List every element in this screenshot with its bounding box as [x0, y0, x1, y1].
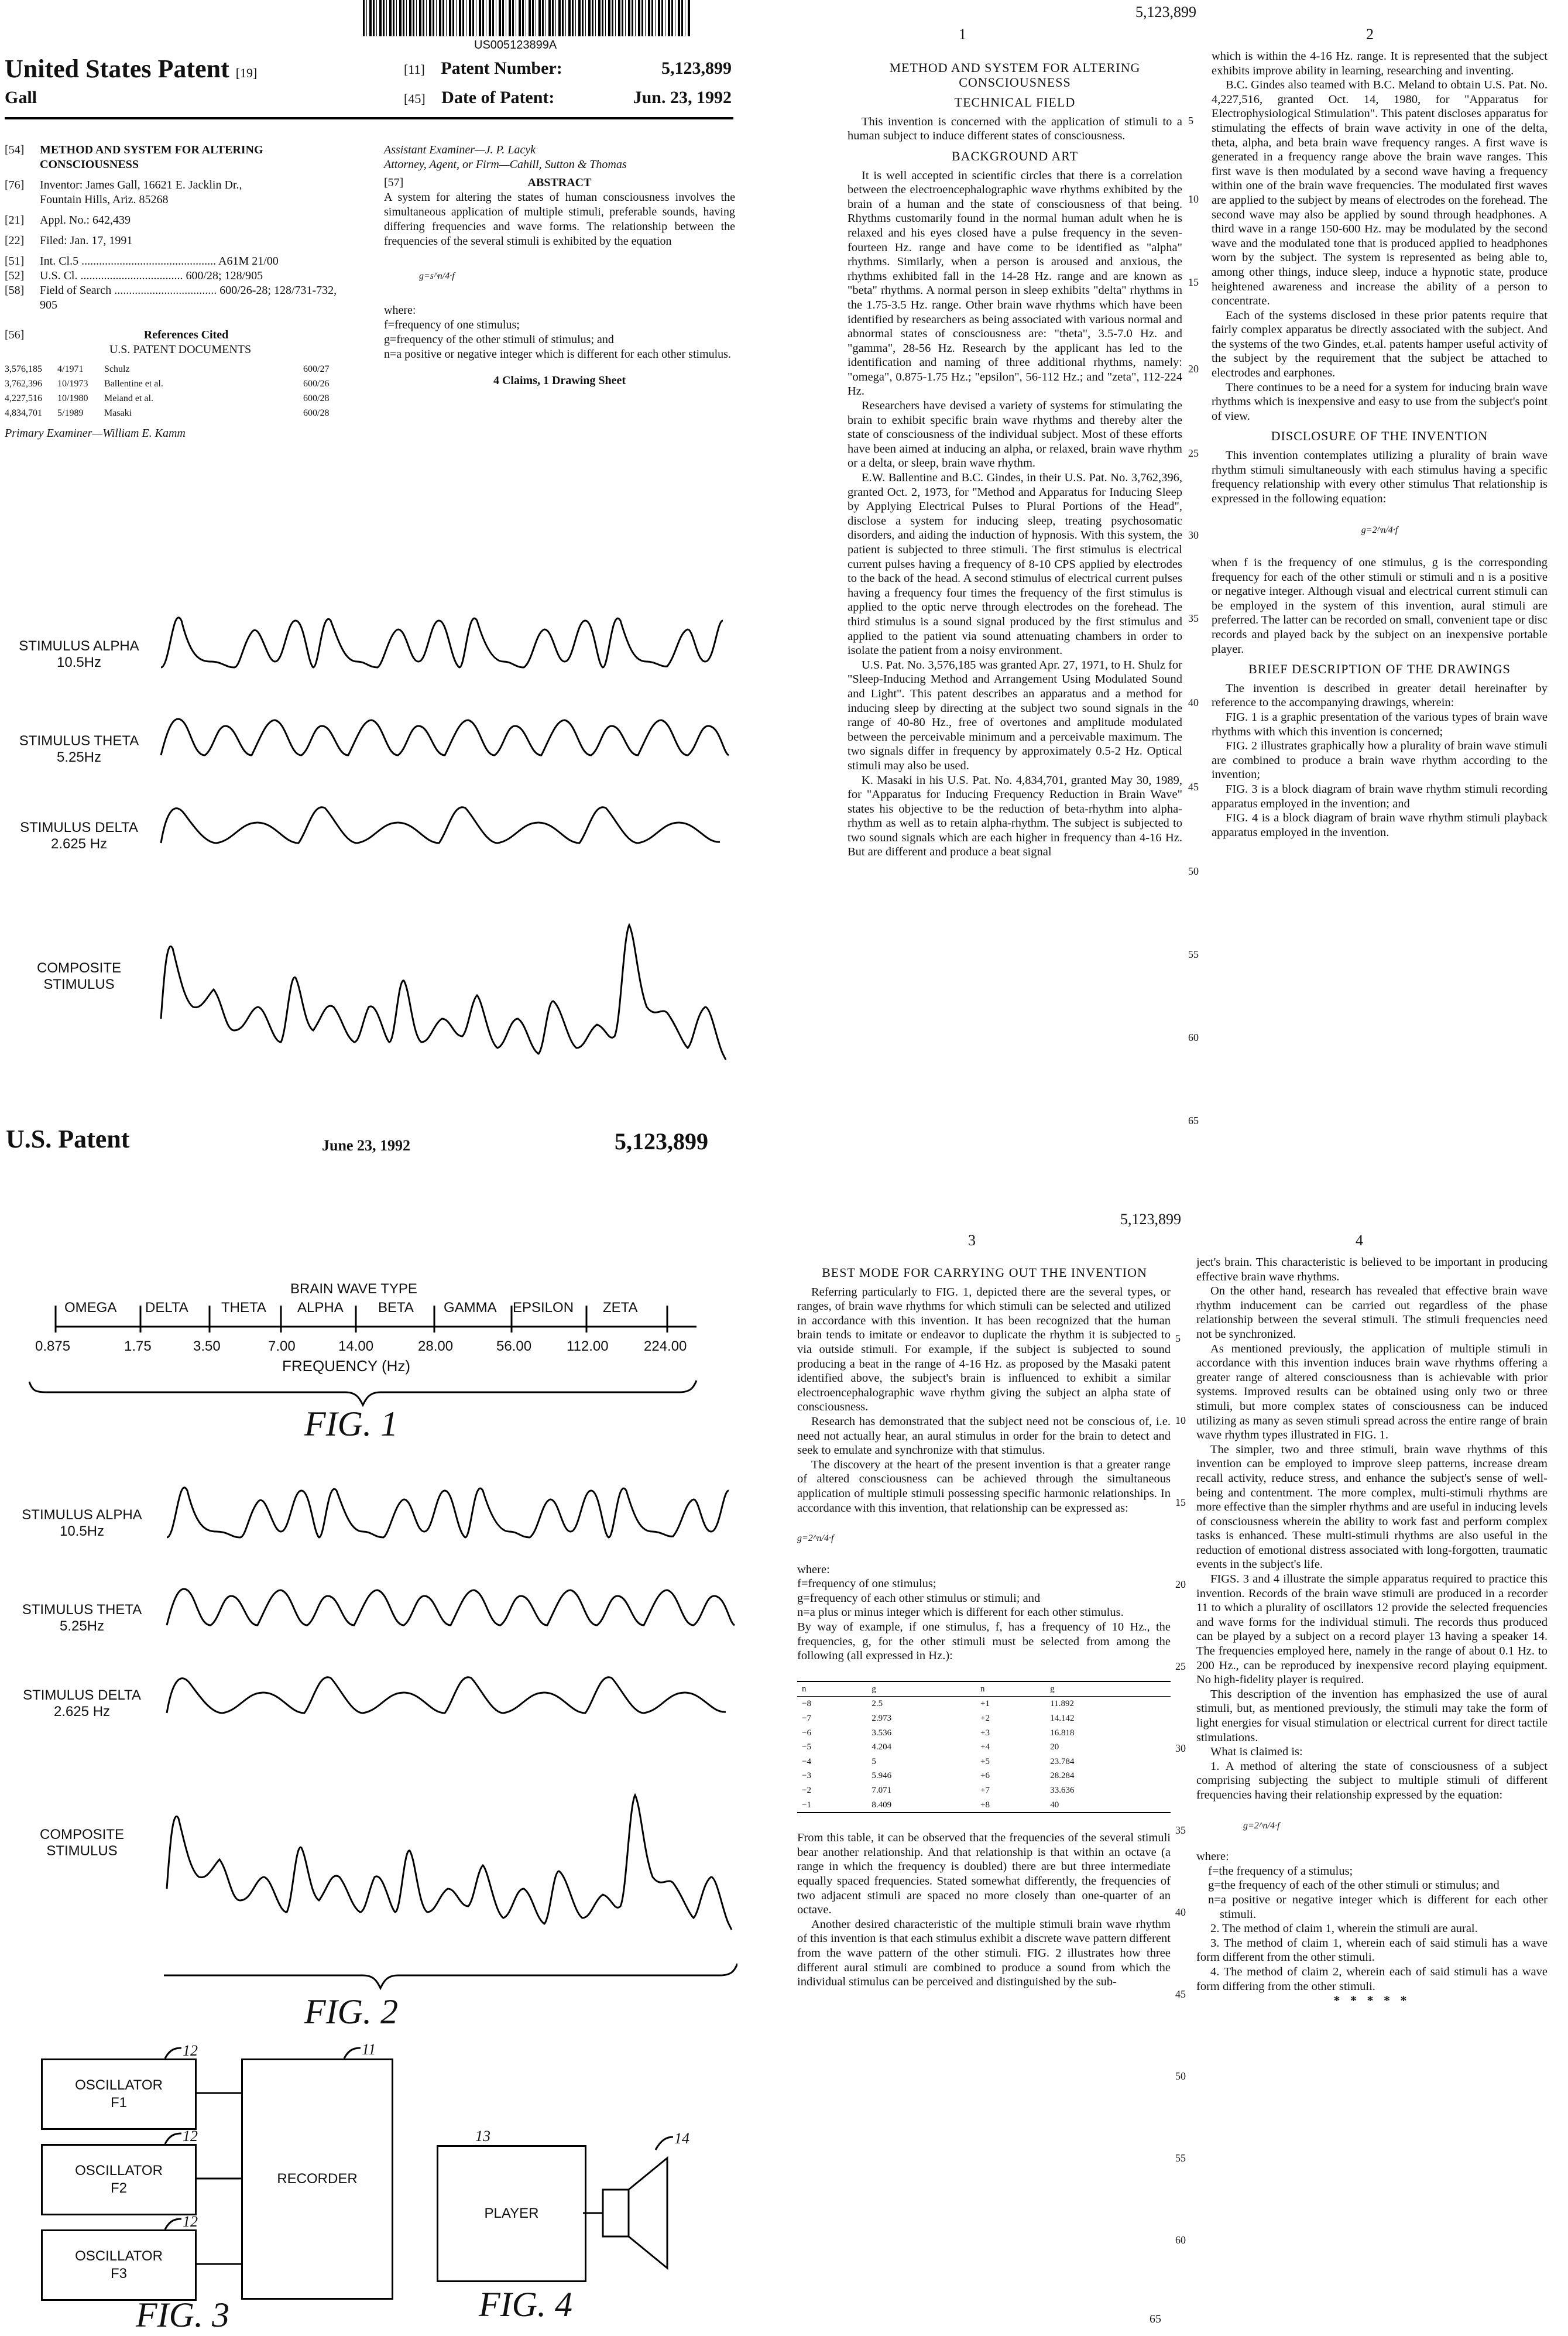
- paragraph: The discovery at the heart of the present invention is that a greater range of altered consciousness can be achieved through the simultaneous application of multiple stimuli possessing specific harmonic relationships. In accordance with this invention, that relationship can be expressed as:: [797, 1458, 1171, 1515]
- delta-wave: [161, 807, 720, 843]
- paragraph: The simpler, two and three stimuli, brain wave rhythms of this invention can be employed to improve sleep patterns, increase dream recall activity, reduce stress, and enhance the subject's sense of well-being and contentment. The more complex, multi-stimuli rhythms are more effective than the simpler rhythms and are useful in inducing levels of consciousness wherein the ability to work fast and perform complex tasks is enhanced. These multi-stimuli rhythms are also useful in the reduction of emotional distress associated with long-forgotten, traumatic events in the subject's life.: [1196, 1443, 1548, 1571]
- biblio-list: [5, 143, 356, 441]
- claim-2: 2. The method of claim 1, wherein the stimuli are aural.: [1210, 1922, 1478, 1936]
- refs-sub: U.S. PATENT DOCUMENTS: [109, 343, 252, 356]
- paragraph: Research has demonstrated that the subject need not be conscious of, i.e. need not actually hear, an aural stimulus in order for the brain to detect and seek to emulate and synchronize with that stimulus.: [797, 1414, 1171, 1457]
- front-page: [0, 0, 749, 1177]
- wave-label-delta: STIMULUS DELTA 2.625 Hz: [23, 1687, 141, 1720]
- invention-title: METHOD AND SYSTEM FOR ALTERING CONSCIOUSNESS: [889, 60, 1141, 90]
- front-waveforms: [158, 597, 732, 1159]
- where-item: g=frequency of the other stimuli of stimulus; and: [384, 333, 614, 346]
- office-title: [5, 54, 257, 84]
- tick-label: 14.00: [338, 1338, 374, 1354]
- description-page-2: 5,123,899 3 4 BEST MODE FOR CARRYING OUT THE INVENTION Referring particularly to FIG. 1, depicted there are the several types, or ranges, of brain wave rhythms for which stimuli can be selected and utilized in accordance with this invention. It has been recognized that the human brain tends to imitate or endeavor to duplicate the rhythm it is subjected to via outside stimuli. For example, if the subject is subjected to sound producing a beat in the range of 4-16 Hz. as proposed by the Masaki patent identified above, the subject's brain is influenced to exhibit a similar electroencephalographic wave rhythm giving the subject an alpha state of consciousness. Research has demonstrated that the subject need not be conscious of, i.e. need not actually hear, an aural stimulus in order for the brain to detect and seek to emulate and synchronize with that stimulus. The discovery at the heart of the present invention is that a greater range of altered consciousness can be achieved through the simultaneous application of multiple stimuli possessing specific harmonic relationships. In accordance with this invention, that relationship can be expressed as: g=2^n/4·f where: f=frequency of one stimulus; g=frequency of each other stimulus or stimuli; and n=a plus or minus integer which is different for each other stimulus. By way of example, if one stimulus, f, has a frequency of 10 Hz., the frequencies, g, for the other stimuli must be selected from among the following (all expressed in Hz.): n g n g −8 2.5 +1 11.892 −7 2.973 +2 14.142 −6 3.536 +3 16.818 −5 4.204 +4 20 −4 5 +5 23.784 −3 5.946 +6 28.284 −2 7.071 +7 33.636 −1 8.409 +8 40 From this table, it can be observed that the frequencies of the several stimuli bear another relationship. And that relationship is that within an octave (a range in which the frequency is doubled) there are but three intermediate equally spaced frequencies. Stated somewhat differently, the frequencies of two adjacent stimuli are spaced no more closely than one-quarter of an octave. Another desired characteristic of the multiple stimuli brain wave rhythm of this invention is that each stimulus exhibit a discrete wave pattern different from the wave pattern of the other stimuli. FIG. 2 illustrates how three different aural stimuli are combined to produce a sound from which the individual stimulus can be perceived and distinguished by the sub- 5 10 15 20 25 30 35 40 45 50 55 60 ject's brain. This characteristic is believed to be important in producing effective brain wave rhythms. On the other hand, research has revealed that effective brain wave rhythm inducement can be carried out regardless of the phase relationship between the several stimuli. The stimuli frequencies need not be synchronized. As mentioned previously, the application of multiple stimuli in accordance with this invention induces brain wave rhythms offering a greater range of altered consciousness than is achievable with prior systems. Improved results can be obtained using only two or three stimuli, but more complex states of consciousness can be induced utilizing as many as seven stimuli spread across the entire range of brain wave rhythm types illustrated in FIG. 1. The simpler, two and three stimuli, brain wave rhythms of this invention can be employed to improve sleep patterns, increase dream recall activity, reduce stress, and enhance the subject's sense of well-being and contentment. The more complex, multi-stimuli rhythms are more effective than the simpler rhythms and are useful in inducing levels of consciousness wherein the ability to work fast and perform complex tasks is enhanced. These multi-stimuli rhythms are also useful in the reduction of emotional distress associated with long-forgotten, traumatic events in the subject's life. FIGS. 3 and 4 illustrate the simple apparatus required to practice this invention. Records of the brain wave stimuli are produced in a recorder 11 to which a plurality of oscillators 12 provide the selected frequencies and wave forms for the individual stimuli. The records thus produced can be played by a subject on a record player 13 having a speaker 14. The frequencies employed here, namely in the range of about 0.1 Hz. to 200 Hz., can be reproduced by inexpensive record playing equipment. No high-fidelity player is required. This description of the invention has emphasized the use of aural stimuli, but, as mentioned previously, the stimuli may take the form of light energies for visual stimulation or electrical current for direct tactile stimulations. What is claimed is: 1. A method of altering the state of consciousness of a subject comprising subjecting the subject to multiple stimuli of different frequencies having their relationship expressed by the equation: g=2^n/4·f where: f=the frequency of a stimulus; g=the frequency of each of the other stimuli or stimulus; and n=a positive or negative integer which is different for each other stimuli. 2. The method of claim 1, wherein the stimuli are aural. 3. The method of claim 1, wherein each of said stimuli has a wave form different from the other stimuli. 4. The method of claim 2, wherein each of said stimuli has a wave form differing from the other stimuli. * * * * * 65: [797, 1211, 1548, 2325]
- paragraph: FIG. 3 is a block diagram of brain wave rhythm stimuli recording apparatus employed in the invention; and: [1212, 782, 1548, 810]
- drawing-sheet: [0, 1124, 755, 2336]
- band-label: DELTA: [145, 1300, 188, 1316]
- ref-numeral-12: 12: [183, 2128, 198, 2145]
- fig3-label: FIG. 3: [136, 2296, 229, 2334]
- paragraph: FIG. 4 is a block diagram of brain wave rhythm stimuli playback apparatus employed in the invention.: [1212, 811, 1548, 839]
- ref-numeral-12: 12: [183, 2042, 198, 2059]
- paragraph: when f is the frequency of one stimulus, g is the corresponding frequency for each of the other stimuli or stimuli and n is a positive or negative integer. Although visual and electrical current stimuli can be employed in the system of this invention, aural stimuli are preferred. The latter can be recorded on small, convenient tape or disc records and played back by the subject on an inexpensive portable player.: [1212, 556, 1548, 656]
- wave-label-composite: COMPOSITE STIMULUS: [39, 1827, 124, 1859]
- fig3-connectors: [0, 2037, 421, 2307]
- barcode: [363, 0, 691, 36]
- abstract-equation: g=s^n/4·f: [419, 271, 455, 281]
- claim-3: 3. The method of claim 1, wherein each of said stimuli has a wave form different from the other stimuli.: [1196, 1936, 1548, 1964]
- paragraph: ject's brain. This characteristic is believed to be important in producing effective brain wave rhythms.: [1196, 1256, 1548, 1283]
- drawing-date: June 23, 1992: [322, 1137, 410, 1154]
- dp-label: Date of Patent:: [441, 88, 555, 107]
- biblio-22: [22] Filed: Jan. 17, 1991: [5, 234, 133, 247]
- theta-wave: [161, 719, 729, 755]
- ref-numeral-14: 14: [674, 2130, 689, 2147]
- oscillator-f1-box: OSCILLATOR F1: [41, 2058, 197, 2130]
- column-3: [797, 1266, 1171, 1989]
- header-rule: [5, 117, 733, 119]
- paragraph: This invention is concerned with the application of stimuli to a human subject to induce different states of consciousness.: [848, 115, 1182, 143]
- wave-label-alpha: STIMULUS ALPHA 10.5Hz: [19, 638, 139, 670]
- drawing-patent-number: 5,123,899: [615, 1128, 708, 1155]
- paragraph: The invention is described in greater detail hereinafter by reference to the accompanying drawings, wherein:: [1212, 681, 1548, 710]
- paragraph: As mentioned previously, the application of multiple stimuli in accordance with this invention induces brain wave rhythms offering a greater range of altered consciousness than is achievable with prior systems. Improved results can be obtained using only two or three stimuli, but more complex states of consciousness can be induced utilizing as many as seven stimuli spread across the entire range of brain wave rhythm types illustrated in FIG. 1.: [1196, 1342, 1548, 1442]
- paragraph: Another desired characteristic of the multiple stimuli brain wave rhythm of this invention is that each stimulus exhibit a discrete wave pattern different from the wave pattern of the other stimuli. FIG. 2 illustrates how three different aural stimuli are combined to produce a sound from which the individual stimulus can be perceived and distinguished by the sub-: [797, 1917, 1171, 1989]
- wave-label-composite: COMPOSITE STIMULUS: [36, 960, 121, 992]
- paragraph: which is within the 4-16 Hz. range. It is represented that the subject exhibits improve ability in learning, researching and inventing.: [1212, 50, 1548, 77]
- pn-value: 5,123,899: [661, 59, 732, 78]
- heading-best-mode: BEST MODE FOR CARRYING OUT THE INVENTION: [822, 1265, 1147, 1280]
- paragraph: Researchers have devised a variety of systems for stimulating the brain to exhibit specific brain wave rhythms and thereby alter the state of consciousness of the individual subject. Most of these efforts have been aimed at inducing an alpha, or relaxed, brain wave rhythm or a delta, or sleep, brain wave rhythm.: [848, 399, 1182, 470]
- paragraph: E.W. Ballentine and B.C. Gindes, in their U.S. Pat. No. 3,762,396, granted Oct. 2, 1973, for "Method and Apparatus for Inducing Sleep by Applying Electrical Pulses to Plural Portions of the Head", disclose a system for inducing sleep, treating psychosomatic disorders, and aiding the induction of hypnosis. With this system, the patient is subjected to three stimuli. The first stimulus is electrical current pulses having a frequency of 8-10 CPS applied by electrodes to the back of the head. A second stimulus of electrical current pulses having a frequency four times the frequency of the first stimulus is applied to the optic nerve through electrodes on the forehead. The third stimulus is a sound signal produced by the first stimulus and applied to the patient via sound attenuating chambers in order to isolate the patient from a noisy environment.: [848, 471, 1182, 657]
- paragraph: FIG. 1 is a graphic presentation of the various types of brain wave rhythms with which this invention is concerned;: [1212, 710, 1548, 738]
- paragraph: This invention contemplates utilizing a plurality of brain wave rhythm stimuli simultaneously with each stimulus having a specific frequency relationship with every other stimulus That relationship is expressed in the following equation:: [1212, 449, 1548, 505]
- column-number-4: 4: [1356, 1232, 1363, 1249]
- tick-label: 7.00: [268, 1338, 296, 1354]
- abstract-text: A system for altering the states of human consciousness involves the simultaneous application of multiple stimuli, preferable sounds, having differing frequencies and wave forms. The relationship between the frequencies of the several stimuli is exhibited by the equation: [384, 191, 735, 248]
- paragraph: This description of the invention has emphasized the use of aural stimuli, but, as mentioned previously, the stimuli may take the form of light energies for visual stimulation or electrical current for direct tactile stimulations.: [1196, 1687, 1548, 1744]
- claim-where-item: f=the frequency of a stimulus;: [1208, 1864, 1353, 1878]
- wave-label-delta: STIMULUS DELTA 2.625 Hz: [20, 820, 138, 852]
- oscillator-f3-box: OSCILLATOR F3: [41, 2229, 197, 2301]
- tick-label: 112.00: [567, 1338, 609, 1354]
- table-row: −8 2.5 +1 11.892: [802, 1699, 1074, 1709]
- page-number: 65: [1150, 2313, 1161, 2325]
- ref-row: 3,762,396 10/1973 Ballentine et al. 600/26: [5, 379, 330, 389]
- paragraph: FIG. 2 illustrates graphically how a plurality of brain wave stimuli are combined to produce a brain wave rhythm according to the invention;: [1212, 739, 1548, 782]
- office-name: United States Patent: [5, 54, 229, 83]
- where-label: where:: [797, 1563, 830, 1576]
- dp-code: [45]: [404, 91, 426, 106]
- fig4-label: FIG. 4: [479, 2285, 572, 2324]
- dp-value: Jun. 23, 1992: [633, 88, 732, 107]
- band-label: OMEGA: [64, 1300, 117, 1316]
- table-row: −3 5.946 +6 28.284: [802, 1771, 1075, 1781]
- ref-row: 3,576,185 4/1971 Schulz 600/27: [5, 364, 330, 374]
- tick-label: 1.75: [124, 1338, 152, 1354]
- oscillator-f2-box: OSCILLATOR F2: [41, 2144, 197, 2215]
- where-item: n=a positive or negative integer which is different for each other stimulus.: [384, 348, 731, 361]
- wave-label-theta: STIMULUS THETA 5.25Hz: [22, 1602, 142, 1634]
- tick-label: 224.00: [644, 1338, 687, 1354]
- disclosure-equation: g=2^n/4·f: [1361, 525, 1398, 536]
- best-mode-equation: g=2^n/4·f: [797, 1533, 834, 1544]
- recorder-box: RECORDER: [241, 2058, 393, 2300]
- ref-numeral-12: 12: [183, 2213, 198, 2230]
- table-row: −2 7.071 +7 33.636: [802, 1786, 1075, 1795]
- claim-where-item: g=the frequency of each of the other stimuli or stimulus; and: [1208, 1879, 1500, 1892]
- paragraph: Referring particularly to FIG. 1, depicted there are the several types, or ranges, of brain wave rhythms for which stimuli can be selected and utilized in accordance with this invention. It has been recognized that the human brain tends to imitate or endeavor to duplicate the rhythm it is subjected to via outside stimuli. For example, if the subject is subjected to sound producing a beat in the range of 4-16 Hz. as proposed by the Masaki patent identified above, the subject's brain is influenced to exhibit a similar electroencephalographic wave rhythm giving the subject an alpha state of consciousness.: [797, 1285, 1171, 1414]
- fig1-title: BRAIN WAVE TYPE: [290, 1281, 417, 1297]
- paragraph: By way of example, if one stimulus, f, has a frequency of 10 Hz., the frequencies, g, for the other stimuli must be selected from among the following (all expressed in Hz.):: [797, 1621, 1171, 1663]
- ref-numeral-11: 11: [362, 2041, 376, 2058]
- table-row: −1 8.409 +8 40: [797, 1798, 1171, 1813]
- band-label: ZETA: [603, 1300, 638, 1316]
- drawing-office: U.S. Patent: [6, 1125, 130, 1153]
- claim-equation: g=2^n/4·f: [1243, 1820, 1280, 1831]
- band-label: ALPHA: [297, 1300, 344, 1316]
- column-2: [1212, 49, 1548, 840]
- claims-intro: What is claimed is:: [1210, 1745, 1303, 1759]
- page4-patent-number: 5,123,899: [1120, 1211, 1181, 1228]
- where-item: f=frequency of one stimulus;: [797, 1577, 936, 1591]
- table-row: −5 4.204 +4 20: [802, 1742, 1059, 1752]
- table-row: −7 2.973 +2 14.142: [802, 1714, 1075, 1724]
- tick-label: 56.00: [496, 1338, 532, 1354]
- column-number-3: 3: [968, 1232, 976, 1249]
- ref-row: 4,227,516 10/1980 Meland et al. 600/28: [5, 393, 330, 403]
- tick-label: 0.875: [35, 1338, 71, 1354]
- heading-disclosure: DISCLOSURE OF THE INVENTION: [1271, 429, 1488, 444]
- patent-number-row: [404, 59, 732, 78]
- office-num: [19]: [235, 66, 258, 80]
- biblio-58: [58] Field of Search ................................... 600/26-28; 128/731-732, 905: [5, 284, 337, 311]
- wave-label-alpha: STIMULUS ALPHA 10.5Hz: [22, 1507, 142, 1539]
- claim-4: 4. The method of claim 2, wherein each of said stimuli has a wave form differing from the other stimuli.: [1196, 1965, 1548, 1993]
- abstract-where: where:: [384, 304, 416, 317]
- column-number-2: 2: [1366, 26, 1374, 43]
- fig2-label: FIG. 2: [304, 1992, 398, 2031]
- paragraph: On the other hand, research has revealed that effective brain wave rhythm inducement can be carried out regardless of the phase relationship between the several stimuli. The stimuli frequencies need not be synchronized.: [1196, 1285, 1548, 1341]
- paragraph: From this table, it can be observed that the frequencies of the several stimuli bear another relationship. And that relationship is that within an octave (a range in which the frequency is doubled) there are but three intermediate equally spaced frequencies. Stated somewhat differently, the frequencies of two adjacent stimuli are spaced no more closely than one-quarter of an octave.: [797, 1831, 1171, 1917]
- biblio-52: [52] U.S. Cl. ................................... 600/28; 128/905: [5, 269, 263, 282]
- page2-patent-number: 5,123,899: [1135, 4, 1196, 20]
- paragraph: B.C. Gindes also teamed with B.C. Meland to obtain U.S. Pat. No. 4,227,516, granted Oct. 14, 1980, for "Apparatus for Electrophysiological Stimulation". This patent discloses apparatus for stimulating the effects of brain wave activity in one of the delta, theta, alpha, and beta brain wave frequency ranges. A first wave is generated in a frequency range above the brain wave ranges. This first wave is then modulated by a second wave having a frequency within one of the brain wave frequencies. The modulated first waves are applied to the subject by means of electrodes on the forehead. The second wave may also be applied by sound through headphones. A third wave in a range 150-600 Hz. may be modulated by the second wave and the modulated tone that is produced applied to headphones worn by the subject. The system is represented as being able to, among other things, induce sleep, induce a hypnotic state, produce heightened awareness and increase the ability of a person to concentrate.: [1212, 78, 1548, 308]
- composite-wave: [161, 925, 726, 1060]
- end-marker: * * * * *: [1333, 1993, 1411, 2008]
- description-page-1: 5,123,899 1 2 METHOD AND SYSTEM FOR ALTERING CONSCIOUSNESS TECHNICAL FIELD This invention is concerned with the application of stimuli to a human subject to induce different states of consciousness. BACKGROUND ART It is well accepted in scientific circles that there is a correlation between the electroencephalographic wave rhythms exhibited by the brain of a human and the state of consciousness of that being. Rhythms customarily found in the normal human adult when he is relaxed and his eyes closed have a pulse frequency in the seven-fourteen Hz. range and have come to be identified as "alpha" rhythms. Similarly, when a person is aroused and anxious, the rhythms exhibited fall in the 14-28 Hz. range and are known as "beta" rhythms. A normal person in sleep exhibits "delta" rhythms in the 1.75-3.5 Hz. range. Other brain wave rhythms which have been identified by researchers as being associated with various normal and abnormal states of consciousness are: "theta", 3.5-7.0 Hz. and "gamma", 28-56 Hz. Research by the applicant has led to the identification and naming of three additional rhythms, namely: "omega", 0.875-1.75 Hz.; "epsilon", 56-112 Hz.; and "zeta", 112-224 Hz. Researchers have devised a variety of systems for stimulating the brain to exhibit specific brain wave rhythms and thereby alter the state of consciousness of the individual subject. Most of these efforts have been aimed at inducing an alpha, or relaxed, brain wave rhythm or a delta, or sleep, brain wave rhythm. E.W. Ballentine and B.C. Gindes, in their U.S. Pat. No. 3,762,396, granted Oct. 2, 1973, for "Method and Apparatus for Inducing Sleep by Applying Electrical Pulses to Plural Portions of the Head", disclose a system for inducing sleep, treating psychosomatic disorders, and aiding the induction of hypnosis. With this system, the patient is subjected to three stimuli. The first stimulus is electrical current pulses having a frequency of 8-10 CPS applied by electrodes to the back of the head. A second stimulus of electrical current pulses having a frequency four times the frequency of the first stimulus is applied to the optic nerve through electrodes on the forehead. The third stimulus is a sound signal produced by the first stimulus and applied to the patient via sound attenuating chambers in order to isolate the patient from a noisy environment. U.S. Pat. No. 3,576,185 was granted Apr. 27, 1971, to H. Shulz for "Sleep-Inducing Method and Arrangement Using Modulated Sound and Light". This patent describes an apparatus and a method for inducing sleep by directing at the subject two sound signals in the range of 40-80 Hz., free of overtones and amplitude modulated between the perceivable minimum and a perceivable maximum. The two signals differ in frequency by approximately 0.5-2 Hz. Optical stimuli may also be used. K. Masaki in his U.S. Pat. No. 4,834,701, granted May 30, 1989, for "Apparatus for Inducing Frequency Reduction in Brain Wave" states his objective to be the reduction of beta-rhythm into alpha-rhythm as well as to retain alpha-rhythm. The subject is subjected to two sound signals which are each higher in frequency than 4-16 Hz. But are different and produce a beat signal 5 10 15 20 25 30 35 40 45 50 55 60 65 which is within the 4-16 Hz. range. It is represented that the subject exhibits improve ability in learning, researching and inventing. B.C. Gindes also teamed with B.C. Meland to obtain U.S. Pat. No. 4,227,516, granted Oct. 14, 1980, for "Apparatus for Electrophysiological Stimulation". This patent discloses apparatus for stimulating the effects of brain wave activity in one of the delta, theta, alpha, and beta brain wave frequency ranges. A first wave is generated in a frequency range above the brain wave ranges. This first wave is then modulated by a second wave having a frequency within one of the brain wave frequencies. The modulated first waves are applied to the subject by means of electrodes on the forehead. The second wave may also be applied by sound through headphones. A third wave in a range 150-600 Hz. may be modulated by the second wave and the modulated tone that is produced applied to headphones worn by the subject. The system is represented as being able to, among other things, induce sleep, induce a hypnotic state, produce heightened awareness and increase the ability of a person to concentrate. Each of the systems disclosed in these prior patents require that fairly complex apparatus be directly associated with the subject. And the systems of the two Gindes, et.al. patents hamper useful activity of the subject by the requirement that the subject be attached to electrodes and earphones. There continues to be a need for a system for inducing brain wave rhythms which is inexpensive and easy to use from the subject's point of view. DISCLOSURE OF THE INVENTION This invention contemplates utilizing a plurality of brain wave rhythm stimuli simultaneously with each stimulus having a specific frequency relationship with every other stimulus That relationship is expressed in the following equation: g=2^n/4·f when f is the frequency of one stimulus, g is the corresponding frequency for each of the other stimuli or stimuli and n is a positive or negative integer. Although visual and electrical current stimuli can be employed in the system of this invention, aural stimuli are preferred. The latter can be recorded on small, convenient tape or disc records and played back by the subject on an inexpensive portable player. BRIEF DESCRIPTION OF THE DRAWINGS The invention is described in greater detail hereinafter by reference to the accompanying drawings, wherein: FIG. 1 is a graphic presentation of the various types of brain wave rhythms with which this invention is concerned; FIG. 2 illustrates graphically how a plurality of brain wave stimuli are combined to produce a brain wave rhythm according to the invention; FIG. 3 is a block diagram of brain wave rhythm stimuli recording apparatus employed in the invention; and FIG. 4 is a block diagram of brain wave rhythm stimuli playback apparatus employed in the invention.: [848, 4, 1548, 1126]
- abstract-heading: [57] ABSTRACT: [384, 176, 592, 189]
- frequency-axis-label: FREQUENCY (Hz): [282, 1357, 411, 1375]
- ref-row: 4,834,701 5/1989 Masaki 600/28: [5, 408, 330, 418]
- pn-label: Patent Number:: [441, 59, 562, 78]
- tick-label: 3.50: [193, 1338, 221, 1354]
- where-item: f=frequency of one stimulus;: [384, 318, 520, 331]
- biblio-54: [54] METHOD AND SYSTEM FOR ALTERING CONSCIOUSNESS: [5, 143, 263, 171]
- claim-1: 1. A method of altering the state of consciousness of a subject comprising subjecting the subject to multiple stimuli of different frequencies having their relationship expressed by the equation:: [1196, 1759, 1548, 1801]
- speaker-icon: [579, 2131, 726, 2272]
- fig2-waveforms: [164, 1467, 737, 2006]
- heading-brief-description: BRIEF DESCRIPTION OF THE DRAWINGS: [1248, 662, 1511, 677]
- player-box: PLAYER: [437, 2145, 586, 2282]
- refs-heading: [56] References Cited: [5, 328, 229, 341]
- claims-line: 4 Claims, 1 Drawing Sheet: [493, 374, 626, 387]
- biblio-76: [76] Inventor: James Gall, 16621 E. Jacklin Dr., Fountain Hills, Ariz. 85268: [5, 179, 242, 206]
- pn-code: [11]: [404, 62, 425, 77]
- abstract-block: [384, 143, 735, 388]
- paragraph: U.S. Pat. No. 3,576,185 was granted Apr. 27, 1971, to H. Shulz for "Sleep-Inducing Method and Arrangement Using Modulated Sound and Light". This patent describes an apparatus and a method for inducing sleep by directing at the subject two sound signals in the range of 40-80 Hz., free of overtones and amplitude modulated between the perceivable minimum and a perceivable maximum. The two signals differ in frequency by approximately 0.5-2 Hz. Optical stimuli may also be used.: [848, 658, 1182, 772]
- paragraph: K. Masaki in his U.S. Pat. No. 4,834,701, granted May 30, 1989, for "Apparatus for Inducing Frequency Reduction in Brain Wave" states his objective to be the reduction of beta-rhythm into alpha-rhythm as well as to retain alpha-rhythm. The subject is subjected to two sound signals which are each higher in frequency than 4-16 Hz. But are different and produce a beat signal: [848, 773, 1182, 859]
- heading-technical-field: TECHNICAL FIELD: [954, 95, 1076, 110]
- where-item: n=a plus or minus integer which is different for each other stimulus.: [797, 1606, 1124, 1619]
- band-label: GAMMA: [444, 1300, 497, 1316]
- alpha-wave: [161, 618, 723, 667]
- band-label: THETA: [221, 1300, 266, 1316]
- claim-where-label: where:: [1196, 1850, 1229, 1864]
- table-row: −6 3.536 +3 16.818: [802, 1728, 1075, 1738]
- inventor-short: Gall: [5, 88, 37, 107]
- wave-label-theta: STIMULUS THETA 5.25Hz: [19, 733, 139, 765]
- column-4: [1196, 1255, 1548, 2008]
- paragraph: FIGS. 3 and 4 illustrate the simple apparatus required to practice this invention. Records of the brain wave stimuli are produced in a recorder 11 to which a plurality of oscillators 12 provide the selected frequencies and wave forms for the individual stimuli. The records thus produced can be played by a subject on a record player 13 having a speaker 14. The frequencies employed here, namely in the range of about 0.1 Hz. to 200 Hz., can be reproduced by inexpensive record playing equipment. No high-fidelity player is required.: [1196, 1573, 1548, 1687]
- column-1: [848, 61, 1182, 859]
- paragraph: There continues to be a need for a system for inducing brain wave rhythms which is inexpensive and easy to use from the subject's point of view.: [1212, 381, 1548, 423]
- column-number-1: 1: [959, 26, 966, 43]
- frequency-table: n g n g −8 2.5 +1 11.892 −7 2.973 +2 14.142 −6 3.536 +3 16.818 −5 4.204 +4 20 −4 5 +5 23.784 −3 5.946 +6 28.284 −2 7.071 +7 33.636 −1 8.409 +8 40: [797, 1681, 1171, 1813]
- biblio-21: [21] Appl. No.: 642,439: [5, 214, 131, 227]
- barcode-text: US005123899A: [474, 39, 557, 52]
- band-label: BETA: [378, 1300, 414, 1316]
- tick-label: 28.00: [418, 1338, 454, 1354]
- band-label: EPSILON: [513, 1300, 574, 1316]
- paragraph: Each of the systems disclosed in these prior patents require that fairly complex apparatus be directly associated with the subject. And the systems of the two Gindes, et.al. patents hamper useful activity of the subject by the requirement that the subject be attached to electrodes and earphones.: [1212, 309, 1548, 380]
- fig1-label: FIG. 1: [304, 1405, 398, 1443]
- assistant-examiner: Assistant Examiner—J. P. Lacyk: [384, 143, 536, 156]
- table-row: −4 5 +5 23.784: [802, 1756, 1075, 1766]
- ref-numeral-13: 13: [475, 2128, 490, 2145]
- biblio-51: [51] Int. Cl.5 .............................................. A61M 21/00: [5, 255, 279, 268]
- heading-background: BACKGROUND ART: [951, 148, 1079, 163]
- primary-examiner: Primary Examiner—William E. Kamm: [5, 427, 186, 440]
- attorney: Attorney, Agent, or Firm—Cahill, Sutton & Thomas: [384, 158, 627, 171]
- where-item: g=frequency of each other stimulus or stimuli; and: [797, 1591, 1041, 1605]
- claim-where-item: n=a positive or negative integer which is different for each other stimuli.: [1208, 1893, 1548, 1921]
- date-row: [404, 88, 732, 108]
- paragraph: It is well accepted in scientific circles that there is a correlation between the electroencephalographic wave rhythms exhibited by the brain of a human and the state of consciousness of that being. Rhythms customarily found in the normal human adult when he is relaxed and his eyes closed have a pulse frequency in the seven-fourteen Hz. range and have come to be identified as "alpha" rhythms. Similarly, when a person is aroused and anxious, the rhythms exhibited fall in the 14-28 Hz. range and are known as "beta" rhythms. A normal person in sleep exhibits "delta" rhythms in the 1.75-3.5 Hz. range. Other brain wave rhythms which have been identified by researchers as being associated with various normal and abnormal states of consciousness are: "theta", 3.5-7.0 Hz. and "gamma", 28-56 Hz. Research by the applicant has led to the identification and naming of three additional rhythms, namely: "omega", 0.875-1.75 Hz.; "epsilon", 56-112 Hz.; and "zeta", 112-224 Hz.: [848, 169, 1182, 398]
